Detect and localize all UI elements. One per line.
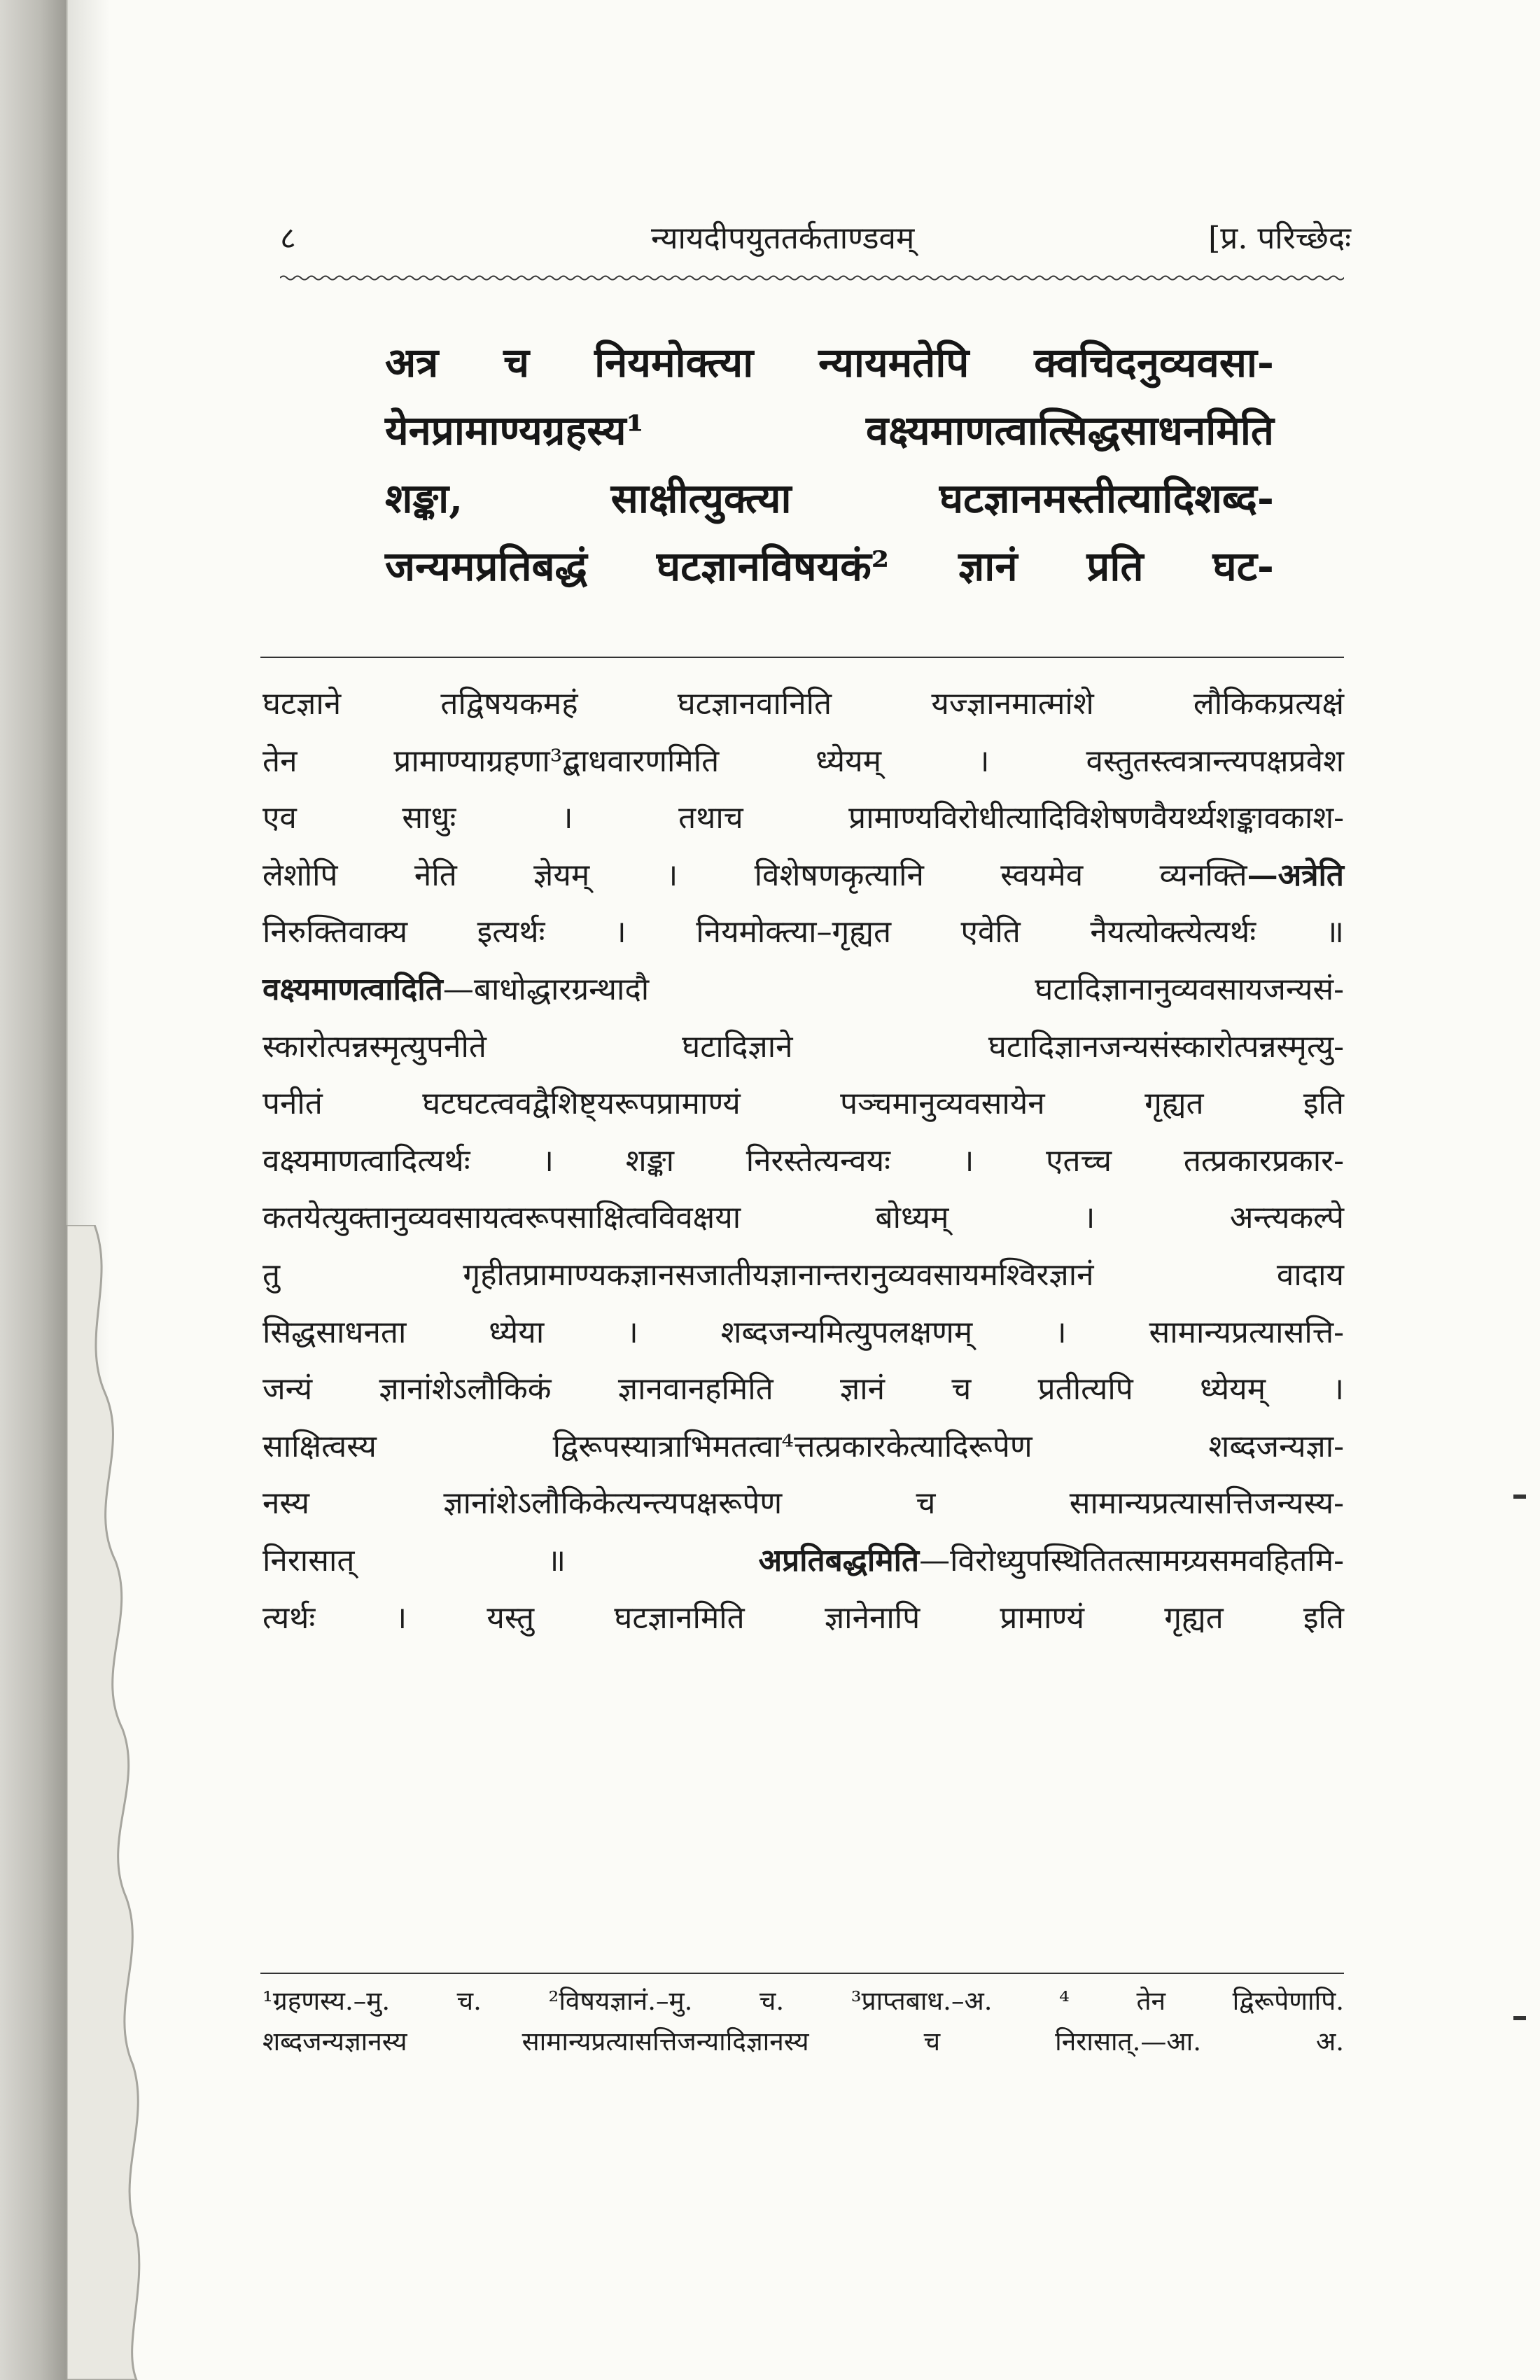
commentary-text: —बाधोद्धारग्रन्थादौ घटादिज्ञानानुव्यवसायजन्यसं- bbox=[442, 971, 1344, 1007]
running-title: न्यायदीपयुततर्कताण्डवम् bbox=[651, 220, 915, 256]
margin-mark bbox=[1513, 1494, 1526, 1499]
commentary-block bbox=[262, 676, 1344, 1646]
verse-block bbox=[385, 329, 1274, 601]
commentary-line: साक्षित्वस्य द्विरूपस्यात्राभिमतत्वा⁴त्तत्प्रकारकेत्यादिरूपेण शब्दजन्यज्ञा- bbox=[262, 1428, 1344, 1464]
commentary-line: त्यर्थः । यस्तु घटज्ञानमिति ज्ञानेनापि प्रामाण्यं गृह्यत इति bbox=[262, 1600, 1344, 1636]
commentary-line: घटज्ञाने तद्विषयकमहं घटज्ञानवानिति यज्ज्ञानमात्मांशे लौकिकप्रत्यक्षं bbox=[262, 686, 1344, 722]
book-binding bbox=[0, 0, 66, 2380]
commentary-line: पनीतं घटघटत्ववद्वैशिष्ट्यरूपप्रामाण्यं पञ्चमानुव्यवसायेन गृह्यत इति bbox=[262, 1086, 1344, 1122]
verse-line: जन्यमप्रतिबद्धं घटज्ञानविषयकं² ज्ञानं प्रति घट- bbox=[385, 542, 1274, 590]
footnote-line: ¹ग्रहणस्य.–मु. च. ²विषयज्ञानं.–मु. च. ³प्राप्तबाध.–अ. ⁴ तेन द्विरूपेणापि. bbox=[262, 1986, 1344, 2016]
commentary-line bbox=[262, 1532, 1344, 1590]
commentary-line: निरुक्तिवाक्य इत्यर्थः । नियमोक्त्या–गृह्यत एवेति नैयत्योक्त्येत्यर्थः ॥ bbox=[262, 914, 1344, 951]
section-label: [प्र. परिच्छेदः bbox=[1208, 220, 1351, 256]
commentary-keyword: अप्रतिबद्धमिति bbox=[758, 1542, 920, 1578]
margin-mark bbox=[1513, 2016, 1526, 2020]
commentary-line bbox=[262, 961, 1344, 1018]
commentary-keyword: —अत्रेति bbox=[1247, 857, 1344, 893]
verse-divider bbox=[260, 657, 1344, 658]
commentary-line: जन्यं ज्ञानांशेऽलौकिकं ज्ञानवानहमिति ज्ञानं च प्रतीत्यपि ध्येयम् । bbox=[262, 1371, 1344, 1408]
commentary-line: सिद्धसाधनता ध्येया । शब्दजन्यमित्युपलक्षणम् । सामान्यप्रत्यासत्ति- bbox=[262, 1314, 1344, 1350]
verse-line: येनप्रामाण्यग्रहस्य¹ वक्ष्यमाणत्वात्सिद्धसाधनमिति bbox=[385, 407, 1274, 454]
page-number: ८ bbox=[280, 220, 296, 256]
footnotes-block bbox=[262, 1981, 1344, 2062]
torn-page-edge bbox=[66, 1225, 150, 2380]
commentary-keyword: वक्ष्यमाणत्वादिति bbox=[262, 971, 443, 1007]
commentary-line: वक्ष्यमाणत्वादित्यर्थः । शङ्का निरस्तेत्यन्वयः । एतच्च तत्प्रकारप्रकार- bbox=[262, 1142, 1344, 1179]
commentary-text: लेशोपि नेति ज्ञेयम् । विशेषणकृत्यानि स्वयमेव व्यनक्ति bbox=[262, 857, 1247, 893]
commentary-text: निरासात् ॥ bbox=[262, 1542, 759, 1578]
verse-line: शङ्का, साक्षीत्युक्त्या घटज्ञानमस्तीत्यादिशब्द- bbox=[385, 475, 1274, 522]
commentary-line: एव साधुः । तथाच प्रामाण्यविरोधीत्यादिविशेषणवैयर्थ्यशङ्कावकाश- bbox=[262, 800, 1344, 836]
footnote-divider bbox=[260, 1973, 1344, 1974]
commentary-text: —विरोध्युपस्थितितत्सामग्र्यसमवहितमि- bbox=[919, 1542, 1344, 1578]
footnote-line: शब्दजन्यज्ञानस्य सामान्यप्रत्यासत्तिजन्यादिज्ञानस्य च निरासात्.—आ. अ. bbox=[262, 2026, 1344, 2057]
commentary-line: तु गृहीतप्रामाण्यकज्ञानसजातीयज्ञानान्तरानुव्यवसायमश्विरज्ञानं वादाय bbox=[262, 1256, 1344, 1293]
verse-line: अत्र च नियमोक्त्या न्यायमतेपि क्वचिदनुव्यवसा- bbox=[385, 339, 1274, 386]
commentary-line: स्कारोत्पन्नस्मृत्युपनीते घटादिज्ञाने घटादिज्ञानजन्यसंस्कारोत्पन्नस्मृत्यु- bbox=[262, 1028, 1344, 1065]
running-header bbox=[210, 216, 1351, 279]
commentary-line: नस्य ज्ञानांशेऽलौकिकेत्यन्त्यपक्षरूपेण च सामान्यप्रत्यासत्तिजन्यस्य- bbox=[262, 1485, 1344, 1522]
header-wavy-rule bbox=[280, 273, 1344, 283]
commentary-line: कतयेत्युक्तानुव्यवसायत्वरूपसाक्षित्वविवक्षया बोध्यम् । अन्त्यकल्पे bbox=[262, 1200, 1344, 1236]
commentary-line: तेन प्रामाण्याग्रहणा³द्बाधवारणमिति ध्येयम् । वस्तुतस्त्वत्रान्त्यपक्षप्रवेश bbox=[262, 743, 1344, 779]
commentary-line bbox=[262, 847, 1344, 904]
